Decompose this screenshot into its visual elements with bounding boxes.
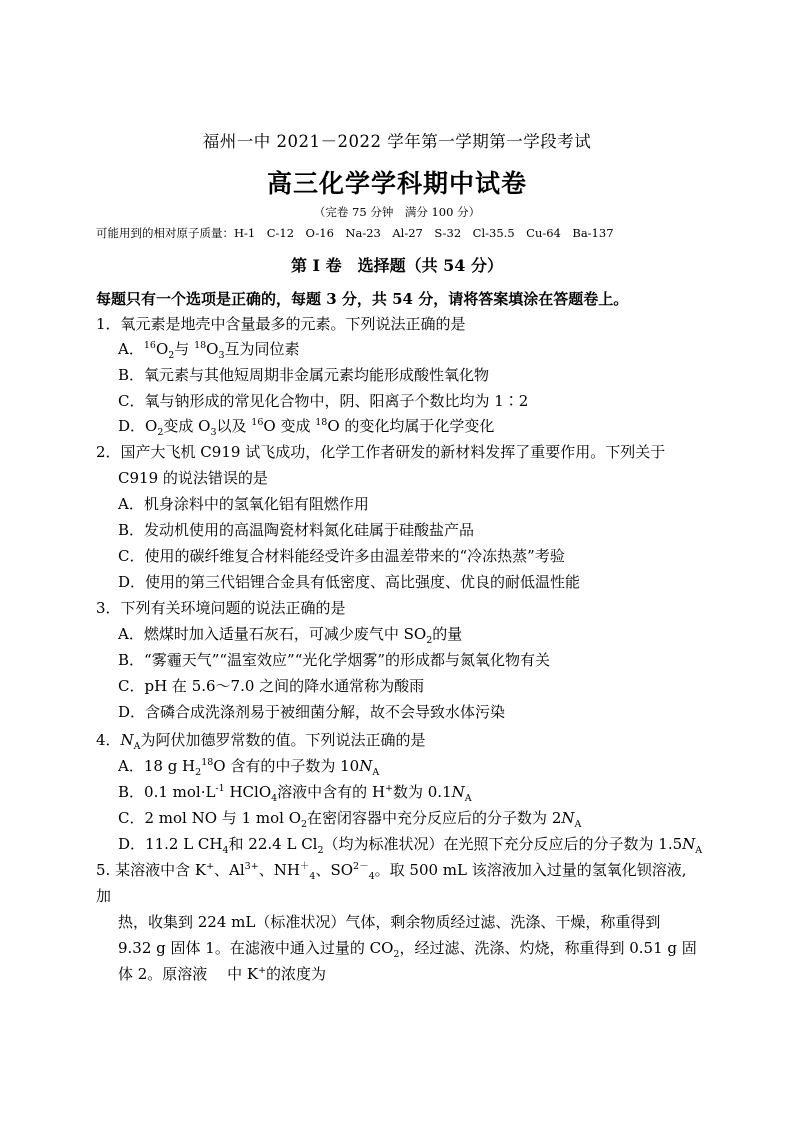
question-2-option-c: C．使用的碳纤维复合材料能经受许多由温差带来的“冷冻热蒸”考验 [118,547,565,565]
question-4-stem: 4．$N_A$为阿伏加德罗常数的值。下列说法正确的是 [96,731,426,752]
question-1-option-d: D．$O_2$变成 $O_3$以及 $^{16}$O 变成 $^{18}$O 的变化均属于化学变化 [118,417,495,438]
question-5-line-3: 热，收集到 224 mL（标准状况）气体，剩余物质经过滤、洗涤、干燥，称重得到 [118,913,661,931]
exam-duration-score: （完卷 75 分钟 满分 100 分） [313,205,481,219]
question-4-option-c: C．2 mol NO 与 1 mol $O_2$在密闭容器中充分反应后的分子数为 $2N_A$ [118,809,582,830]
section-instruction: 每题只有一个选项是正确的，每题 3 分，共 54 分，请将答案填涂在答题卷上。 [96,290,629,308]
question-2-option-d: D．使用的第三代铝锂合金具有低密度、高比强度、优良的耐低温性能 [118,573,581,591]
question-3-option-b: B．“雾霾天气”“温室效应”“光化学烟雾”的形成都与氮氧化物有关 [118,651,551,669]
question-3-option-c: C．pH 在 5.6～7.0 之间的降水通常称为酸雨 [118,677,425,695]
question-5-line-4: 9.32 g 固体 1。在滤液中通入过量的 $CO_2$，经过滤、洗涤、灼烧，称重得到 0.51 g 固 [118,939,697,960]
question-1-stem: 1．氧元素是地壳中含量最多的元素。下列说法正确的是 [96,315,466,333]
question-3-stem: 3．下列有关环境问题的说法正确的是 [96,599,346,617]
question-5-line-5: 体 2。原溶液 中 K+的浓度为 [118,965,327,983]
exam-title: 高三化学学科期中试卷 [266,169,527,198]
question-3-option-a: A．燃煤时加入适量石灰石，可减少废气中 $SO_2$的量 [118,625,463,646]
question-3-option-d: D．含磷合成洗涤剂易于被细菌分解，故不会导致水体污染 [118,703,506,721]
question-1-option-c: C．氧与钠形成的常见化合物中，阴、阳离子个数比均为 1∶2 [118,392,529,410]
question-2-stem: 2．国产大飞机 C919 试飞成功，化学工作者研发的新材料发挥了重要作用。下列关于 [96,443,666,461]
question-4-option-d: D．11.2 L $CH_4$和 22.4 L $Cl_2$（均为标准状况）在光照下充分反应后的分子数为 $1.5N_A$ [118,835,703,856]
question-5-stem: 5. 某溶液中含 K+、$Al^{3+}$、$NH^+_4$、$SO^{2-}_4$。取 500 mL 该溶液加入过量的氢氧化钡溶液, [96,861,687,882]
question-2-option-b: B．发动机使用的高温陶瓷材料氮化硅属于硅酸盐产品 [118,521,475,539]
question-1-option-a: A．$^{16}O_2$与 $^{18}O_3$互为同位素 [118,340,300,361]
question-2-option-a: A．机身涂料中的氢氧化铝有阻燃作用 [118,495,369,513]
school-exam-line: 福州一中 2021－2022 学年第一学期第一学段考试 [202,132,592,151]
question-5-line-2: 加 [96,887,112,905]
section-title: 第 I 卷 选择题（共 54 分） [290,256,504,275]
question-4-option-a: A．18 g $H_2^{18}O$ 含有的中子数为 $10N_A$ [118,757,380,778]
question-4-option-b: B．0.1 $mol\cdot L^{-1}$ HClO$_4$溶液中含有的 H+数为 $0.1N_A$ [118,783,472,804]
atomic-masses: 可能用到的相对原子质量：H-1 C-12 O-16 Na-23 Al-27 S-32 Cl-35.5 Cu-64 Ba-137 [96,226,614,240]
question-2-stem-continued: C919 的说法错误的是 [118,469,268,487]
question-1-option-b: B．氧元素与其他短周期非金属元素均能形成酸性氧化物 [118,366,490,384]
